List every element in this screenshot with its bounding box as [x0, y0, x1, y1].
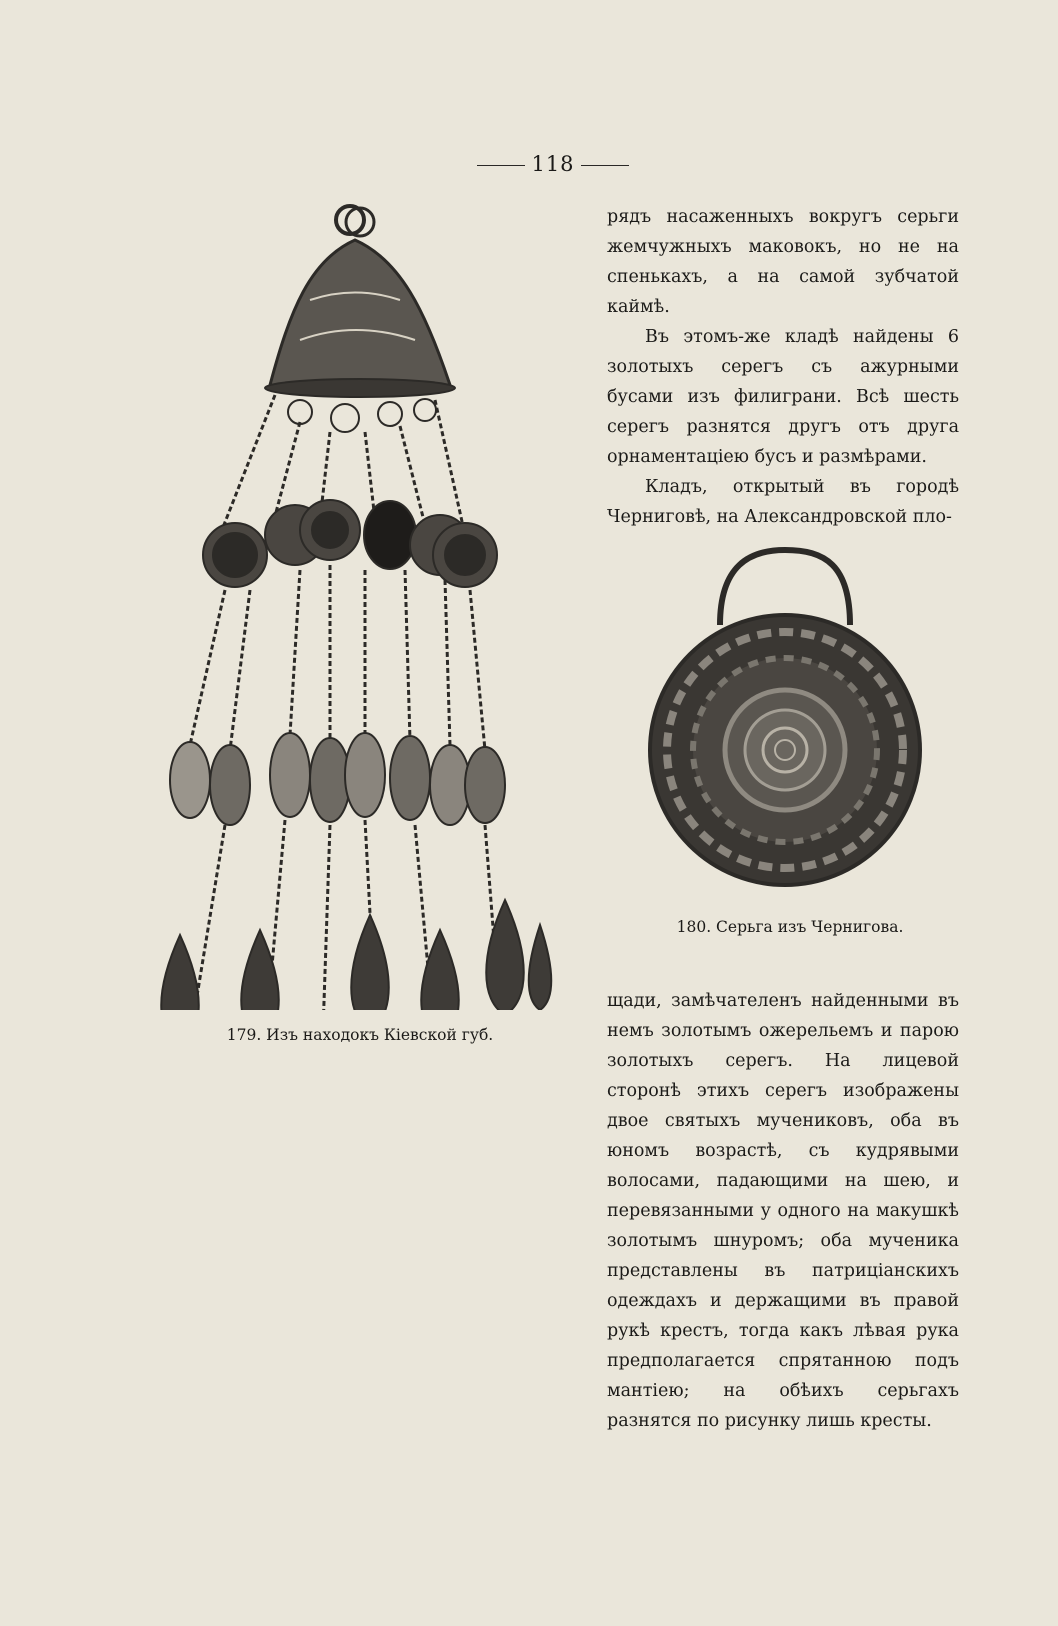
header-rule-left: [477, 165, 525, 166]
figure-180-caption: 180. Серьга изъ Чернигова.: [676, 918, 904, 936]
figure-179-pendant-illustration: [150, 200, 570, 1010]
figure-179-caption: 179. Изъ находокъ Кіевской губ.: [226, 1026, 494, 1044]
paragraph: Кладъ, открытый въ городѣ Черниговѣ, на Александровской пло-: [607, 477, 959, 527]
header-rule-right: [581, 165, 629, 166]
text-column-bottom: [607, 986, 959, 1436]
paragraph: рядъ насаженныхъ вокругъ серьги жемчужныхъ маковокъ, но не на спенькахъ, а на самой зубчатой каймѣ.: [607, 207, 959, 317]
figure-180-earring-illustration: [640, 545, 940, 895]
paragraph: щади, замѣчателенъ найденными въ немъ золотымъ ожерельемъ и парою золотыхъ серегъ. На лицевой сторонѣ этихъ серегъ изображены двое святыхъ мучениковъ, оба въ юномъ возрастѣ, съ кудрявыми волосами, падающими на шею, и перевязанными у одного на макушкѣ золотымъ шнуромъ; оба мученика представлены въ патриціанскихъ одеждахъ и держащими въ правой рукѣ крестъ, тогда какъ лѣвая рука предполагается спрятанною подъ мантіею; на обѣихъ серьгахъ разнятся по рисунку лишь кресты.: [607, 991, 959, 1431]
paragraph: Въ этомъ-же кладѣ найдены 6 золотыхъ серегъ съ ажурными бусами изъ филиграни. Всѣ шесть серегъ разнятся другъ отъ друга орнаментаціею бусъ и размѣрами.: [607, 327, 959, 467]
text-column-top: [607, 202, 959, 532]
page-number-text: 118: [531, 152, 575, 176]
page-number: [470, 152, 636, 176]
